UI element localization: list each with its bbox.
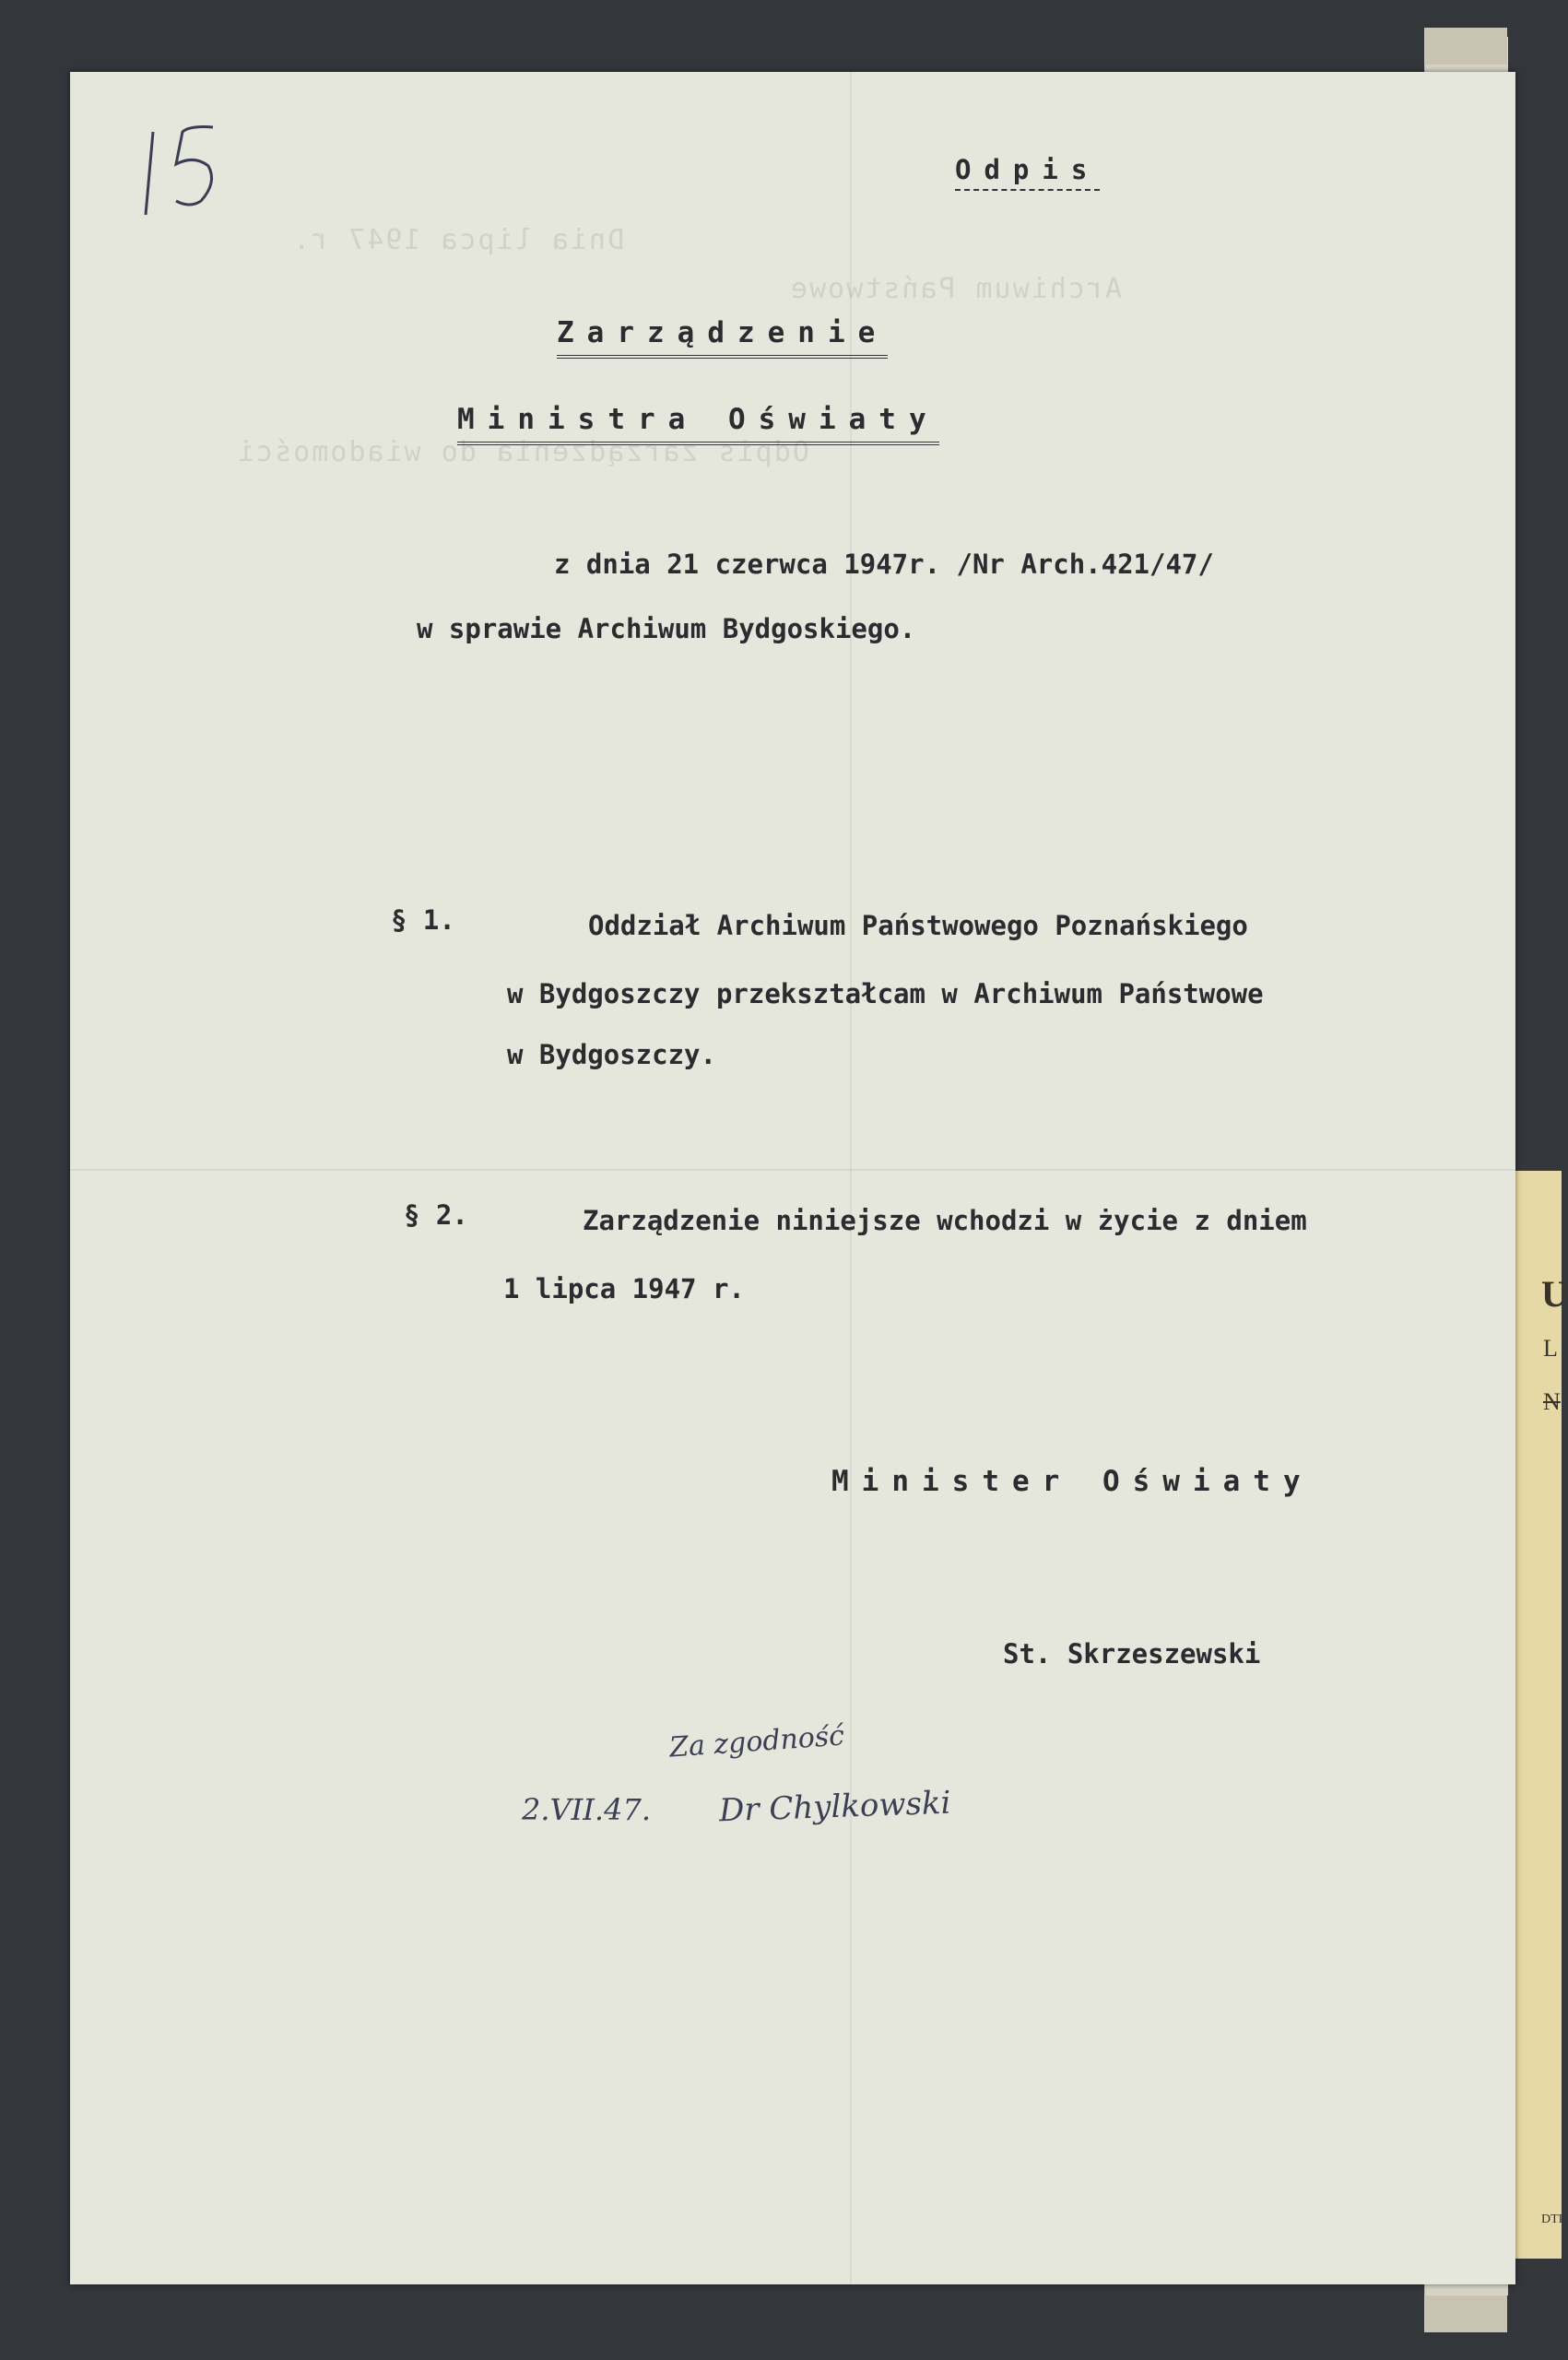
underlying-page-letter: L — [1543, 1335, 1558, 1362]
section-2-line: 1 lipca 1947 r. — [503, 1273, 745, 1304]
section-1-line: Oddział Archiwum Państwowego Poznańskiego — [588, 910, 1248, 941]
document-title: Zarządzenie — [557, 319, 888, 359]
section-2-line: Zarządzenie niniejsze wchodzi w życie z dniem — [583, 1205, 1307, 1236]
section-1-line: w Bydgoszczy przekształcam w Archiwum Państwowe — [507, 978, 1264, 1009]
archive-folio-number-mark — [125, 109, 227, 229]
handwritten-signature: Dr Chylkowski — [718, 1784, 952, 1830]
document-page — [70, 72, 1515, 2284]
bleed-through-text: Odpis zarządzenia do wiadomości — [236, 436, 809, 468]
fold-crease-horizontal — [70, 1169, 1515, 1171]
binding-clip-bottom — [1424, 2295, 1507, 2332]
underlying-page-letter: U — [1541, 1273, 1568, 1315]
bleed-through-text: Dnia lipca 1947 r. — [291, 224, 625, 256]
handwritten-date: 2.VII.47. — [522, 1792, 651, 1827]
decree-date: z dnia 21 czerwca 1947r. /Nr Arch.421/47/ — [554, 549, 1214, 580]
copy-label: Odpis — [955, 157, 1100, 191]
signatory-title: Minister Oświaty — [831, 1465, 1314, 1498]
archive-folio-number — [70, 72, 71, 73]
document-subtitle: Ministra Oświaty — [457, 406, 939, 445]
handwritten-certification: Za zgodność — [668, 1719, 846, 1764]
decree-subject: w sprawie Archiwum Bydgoskiego. — [417, 613, 916, 644]
underlying-page — [1512, 1171, 1568, 2259]
bleed-through-text: Archiwum Państwowe — [789, 273, 1123, 305]
section-1-marker: § 1. — [391, 904, 455, 936]
signatory-name: St. Skrzeszewski — [1003, 1638, 1261, 1670]
section-2-marker: § 2. — [404, 1199, 468, 1231]
section-1-line: w Bydgoszczy. — [507, 1039, 716, 1070]
underlying-page-letter: N — [1543, 1388, 1561, 1415]
underlying-page-footer: DTP — [1541, 2212, 1566, 2226]
binding-clip-top — [1424, 28, 1507, 65]
